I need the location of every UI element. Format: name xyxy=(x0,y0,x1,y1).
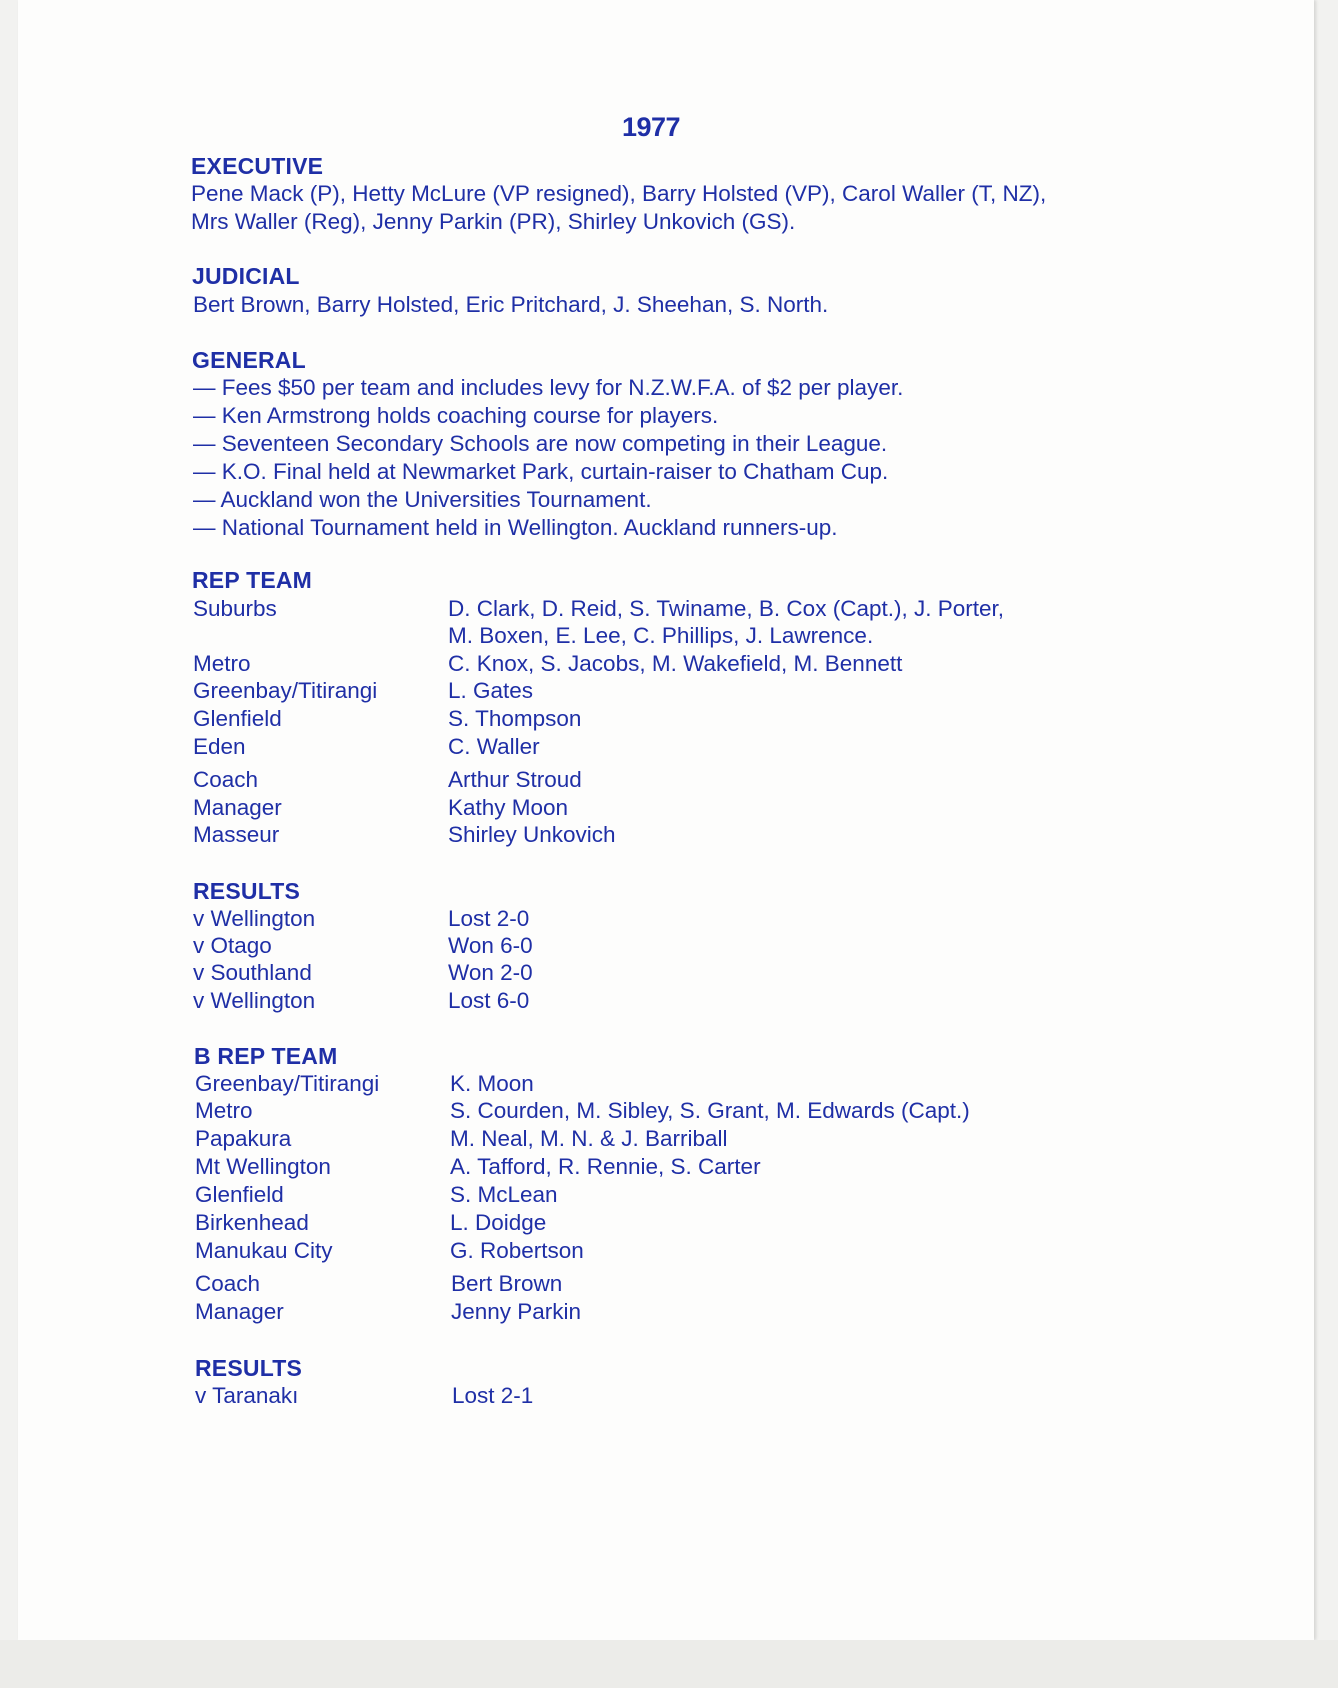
results-heading: RESULTS xyxy=(195,1355,303,1381)
general-list xyxy=(193,374,903,542)
b-rep-team-players: G. Robertson xyxy=(450,1238,584,1263)
rep-team-heading: REP TEAM xyxy=(192,567,313,593)
rep-team-players: D. Clark, D. Reid, S. Twiname, B. Cox (Capt.), J. Porter, xyxy=(448,596,1004,621)
rep-team-person: Shirley Unkovich xyxy=(448,822,616,847)
results-score: Lost 2-0 xyxy=(448,906,530,931)
rep-team-club: Suburbs xyxy=(193,596,277,621)
results-opponent: v Wellington xyxy=(193,906,316,931)
rep-team-players: M. Boxen, E. Lee, C. Phillips, J. Lawrence. xyxy=(448,623,874,648)
rep-team-club: Metro xyxy=(193,651,251,676)
executive-line: Pene Mack (P), Hetty McLure (VP resigned), Barry Holsted (VP), Carol Waller (T, NZ), xyxy=(191,181,1047,206)
results-opponent: v Otago xyxy=(193,933,272,958)
b-rep-team-club: Greenbay/Titirangi xyxy=(195,1071,380,1096)
results-score: Won 2-0 xyxy=(448,960,533,985)
rep-team-role: Coach xyxy=(193,767,259,792)
b-rep-team-heading: B REP TEAM xyxy=(194,1043,338,1069)
b-rep-team-club: Glenfield xyxy=(195,1182,284,1207)
rep-team-club: Eden xyxy=(193,734,246,759)
b-rep-team-players: S. Courden, M. Sibley, S. Grant, M. Edwards (Capt.) xyxy=(450,1098,970,1123)
b-rep-team-players: M. Neal, M. N. & J. Barriball xyxy=(450,1126,728,1151)
results-score: Lost 2-1 xyxy=(452,1383,534,1408)
b-rep-team-role: Manager xyxy=(195,1299,284,1324)
b-rep-team-players: K. Moon xyxy=(450,1071,534,1096)
b-rep-team-club: Papakura xyxy=(195,1126,292,1151)
executive-line: Mrs Waller (Reg), Jenny Parkin (PR), Shirley Unkovich (GS). xyxy=(191,209,796,234)
rep-team-role: Masseur xyxy=(193,822,280,847)
rep-team-players: C. Waller xyxy=(448,734,540,759)
judicial-heading: JUDICIAL xyxy=(192,263,300,289)
b-rep-team-club: Birkenhead xyxy=(195,1210,309,1235)
page-title-year: 1977 xyxy=(622,112,681,142)
rep-team-club: Greenbay/Titirangi xyxy=(193,678,378,703)
results-score: Lost 6-0 xyxy=(448,988,530,1013)
general-item: — National Tournament held in Wellington. Auckland runners-up. xyxy=(193,515,838,540)
b-rep-team-club: Mt Wellington xyxy=(195,1154,331,1179)
rep-team-players: S. Thompson xyxy=(448,706,582,731)
rep-team-role: Manager xyxy=(193,795,282,820)
b-rep-team-role: Coach xyxy=(195,1271,261,1296)
general-item: — Fees $50 per team and includes levy for N.Z.W.F.A. of $2 per player. xyxy=(193,375,904,400)
executive-heading: EXECUTIVE xyxy=(191,153,324,179)
b-rep-team-players: S. McLean xyxy=(450,1182,558,1207)
results-opponent: v Southland xyxy=(193,960,312,985)
results-opponent: v Taranakı xyxy=(195,1383,299,1408)
results-score: Won 6-0 xyxy=(448,933,533,958)
rep-team-person: Arthur Stroud xyxy=(448,767,582,792)
rep-team-players: L. Gates xyxy=(448,678,534,703)
b-rep-team-club: Manukau City xyxy=(195,1238,333,1263)
rep-team-players: C. Knox, S. Jacobs, M. Wakefield, M. Bennett xyxy=(448,651,903,676)
rep-team-person: Kathy Moon xyxy=(448,795,569,820)
general-item: — Ken Armstrong holds coaching course for players. xyxy=(193,403,719,428)
general-heading: GENERAL xyxy=(192,347,306,373)
judicial-line: Bert Brown, Barry Holsted, Eric Pritchard, J. Sheehan, S. North. xyxy=(193,292,829,317)
b-rep-team-club: Metro xyxy=(195,1098,253,1123)
general-item: — Auckland won the Universities Tournament. xyxy=(193,487,652,512)
scan-background xyxy=(0,1640,1338,1688)
results-heading: RESULTS xyxy=(193,878,301,904)
b-rep-team-person: Jenny Parkin xyxy=(451,1299,582,1324)
rep-team-club: Glenfield xyxy=(193,706,282,731)
general-item: — Seventeen Secondary Schools are now competing in their League. xyxy=(193,431,888,456)
b-rep-team-person: Bert Brown xyxy=(451,1271,563,1296)
b-rep-team-players: A. Tafford, R. Rennie, S. Carter xyxy=(450,1154,761,1179)
general-item: — K.O. Final held at Newmarket Park, curtain-raiser to Chatham Cup. xyxy=(193,459,889,484)
b-rep-team-players: L. Doidge xyxy=(450,1210,547,1235)
results-opponent: v Wellington xyxy=(193,988,316,1013)
